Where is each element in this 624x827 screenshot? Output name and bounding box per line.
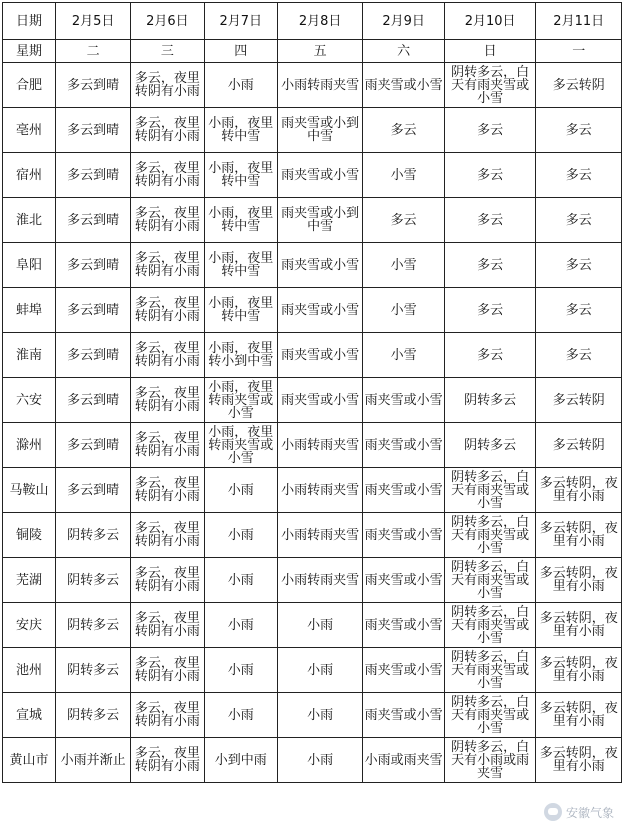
forecast-cell: 阴转多云 bbox=[55, 513, 130, 558]
forecast-cell: 多云 bbox=[444, 243, 536, 288]
forecast-cell: 阴转多云，白天有雨夹雪或小雪 bbox=[444, 648, 536, 693]
forecast-cell: 阴转多云，白天有雨夹雪或小雪 bbox=[444, 468, 536, 513]
forecast-cell: 多云到晴 bbox=[55, 333, 130, 378]
city-name: 阜阳 bbox=[3, 243, 56, 288]
forecast-cell: 雨夹雪或小雪 bbox=[363, 63, 444, 108]
city-name: 池州 bbox=[3, 648, 56, 693]
date-header-cell: 2月6日 bbox=[131, 3, 204, 40]
forecast-cell: 多云，夜里转阴有小雨 bbox=[131, 558, 204, 603]
forecast-cell: 小雨，夜里转雨夹雪或小雪 bbox=[204, 378, 277, 423]
date-label: 日期 bbox=[3, 3, 56, 40]
forecast-cell: 小雪 bbox=[363, 153, 444, 198]
date-header-cell: 2月7日 bbox=[204, 3, 277, 40]
city-name: 安庆 bbox=[3, 603, 56, 648]
forecast-cell: 小雨 bbox=[204, 513, 277, 558]
forecast-cell: 雨夹雪或小雪 bbox=[363, 693, 444, 738]
forecast-cell: 多云转阴，夜里有小雨 bbox=[536, 468, 622, 513]
forecast-cell: 小雨，夜里转中雪 bbox=[204, 198, 277, 243]
forecast-cell: 多云转阴，夜里有小雨 bbox=[536, 603, 622, 648]
forecast-cell: 小雨转雨夹雪 bbox=[277, 423, 363, 468]
watermark bbox=[544, 803, 614, 821]
forecast-cell: 小雨，夜里转中雪 bbox=[204, 243, 277, 288]
forecast-cell: 多云到晴 bbox=[55, 423, 130, 468]
forecast-cell: 多云转阴，夜里有小雨 bbox=[536, 693, 622, 738]
forecast-cell: 多云 bbox=[536, 108, 622, 153]
forecast-cell: 小雨 bbox=[277, 648, 363, 693]
forecast-row bbox=[3, 198, 622, 243]
forecast-cell: 小雨，夜里转中雪 bbox=[204, 108, 277, 153]
city-name: 亳州 bbox=[3, 108, 56, 153]
forecast-cell: 阴转多云 bbox=[55, 558, 130, 603]
forecast-cell: 多云转阴，夜里有小雨 bbox=[536, 558, 622, 603]
forecast-cell: 小雨，夜里转小到中雪 bbox=[204, 333, 277, 378]
forecast-cell: 多云 bbox=[444, 333, 536, 378]
forecast-cell: 多云，夜里转阴有小雨 bbox=[131, 153, 204, 198]
forecast-cell: 多云 bbox=[444, 198, 536, 243]
forecast-cell: 阴转多云 bbox=[55, 648, 130, 693]
forecast-table-body bbox=[3, 3, 622, 783]
forecast-cell: 雨夹雪或小雪 bbox=[277, 378, 363, 423]
forecast-row bbox=[3, 153, 622, 198]
forecast-cell: 雨夹雪或小雪 bbox=[277, 288, 363, 333]
weekday-header-cell: 六 bbox=[363, 40, 444, 63]
forecast-cell: 阴转多云，白天有雨夹雪或小雪 bbox=[444, 603, 536, 648]
forecast-cell: 小到中雨 bbox=[204, 738, 277, 783]
weekday-header-cell: 四 bbox=[204, 40, 277, 63]
forecast-cell: 多云，夜里转阴有小雨 bbox=[131, 288, 204, 333]
date-header-cell: 2月11日 bbox=[536, 3, 622, 40]
forecast-row bbox=[3, 693, 622, 738]
forecast-row bbox=[3, 513, 622, 558]
forecast-cell: 小雨转雨夹雪 bbox=[277, 513, 363, 558]
forecast-cell: 小雨或雨夹雪 bbox=[363, 738, 444, 783]
forecast-row bbox=[3, 423, 622, 468]
forecast-cell: 小雨，夜里转中雪 bbox=[204, 288, 277, 333]
forecast-cell: 雨夹雪或小到中雪 bbox=[277, 108, 363, 153]
forecast-cell: 多云，夜里转阴有小雨 bbox=[131, 378, 204, 423]
forecast-cell: 小雨 bbox=[204, 603, 277, 648]
forecast-cell: 雨夹雪或小到中雪 bbox=[277, 198, 363, 243]
forecast-cell: 小雨，夜里转雨夹雪或小雪 bbox=[204, 423, 277, 468]
forecast-cell: 多云到晴 bbox=[55, 108, 130, 153]
forecast-cell: 阴转多云 bbox=[55, 603, 130, 648]
forecast-cell: 小雨 bbox=[204, 558, 277, 603]
forecast-cell: 小雨 bbox=[204, 693, 277, 738]
forecast-cell: 小雨转雨夹雪 bbox=[277, 558, 363, 603]
forecast-cell: 阴转多云，白天有雨夹雪或小雪 bbox=[444, 513, 536, 558]
date-header-cell: 2月8日 bbox=[277, 3, 363, 40]
forecast-row bbox=[3, 558, 622, 603]
forecast-cell: 多云，夜里转阴有小雨 bbox=[131, 468, 204, 513]
forecast-row bbox=[3, 288, 622, 333]
forecast-cell: 多云，夜里转阴有小雨 bbox=[131, 198, 204, 243]
forecast-cell: 雨夹雪或小雪 bbox=[277, 243, 363, 288]
forecast-cell: 多云到晴 bbox=[55, 198, 130, 243]
wechat-icon bbox=[544, 803, 562, 821]
forecast-cell: 多云，夜里转阴有小雨 bbox=[131, 63, 204, 108]
forecast-cell: 雨夹雪或小雪 bbox=[363, 603, 444, 648]
date-header-cell: 2月5日 bbox=[55, 3, 130, 40]
forecast-cell: 多云到晴 bbox=[55, 468, 130, 513]
forecast-cell: 阴转多云 bbox=[444, 423, 536, 468]
forecast-cell: 多云 bbox=[444, 288, 536, 333]
city-name: 宿州 bbox=[3, 153, 56, 198]
forecast-row bbox=[3, 603, 622, 648]
forecast-row bbox=[3, 378, 622, 423]
forecast-cell: 多云，夜里转阴有小雨 bbox=[131, 513, 204, 558]
forecast-cell: 多云 bbox=[536, 288, 622, 333]
forecast-cell: 多云 bbox=[444, 108, 536, 153]
forecast-cell: 多云到晴 bbox=[55, 153, 130, 198]
forecast-document bbox=[0, 2, 624, 827]
city-name: 六安 bbox=[3, 378, 56, 423]
forecast-cell: 小雨并渐止 bbox=[55, 738, 130, 783]
forecast-cell: 小雨转雨夹雪 bbox=[277, 468, 363, 513]
forecast-cell: 小雪 bbox=[363, 243, 444, 288]
city-name: 淮南 bbox=[3, 333, 56, 378]
forecast-cell: 多云，夜里转阴有小雨 bbox=[131, 693, 204, 738]
forecast-cell: 多云到晴 bbox=[55, 378, 130, 423]
forecast-cell: 小雨 bbox=[204, 468, 277, 513]
forecast-cell: 多云，夜里转阴有小雨 bbox=[131, 243, 204, 288]
forecast-cell: 阴转多云 bbox=[55, 693, 130, 738]
forecast-cell: 雨夹雪或小雪 bbox=[363, 648, 444, 693]
weekday-header-cell: 二 bbox=[55, 40, 130, 63]
date-header-cell: 2月10日 bbox=[444, 3, 536, 40]
city-name: 合肥 bbox=[3, 63, 56, 108]
weekday-header-cell: 三 bbox=[131, 40, 204, 63]
forecast-cell: 多云，夜里转阴有小雨 bbox=[131, 648, 204, 693]
forecast-cell: 多云转阴 bbox=[536, 63, 622, 108]
forecast-cell: 多云 bbox=[536, 153, 622, 198]
city-name: 马鞍山 bbox=[3, 468, 56, 513]
date-header-cell: 2月9日 bbox=[363, 3, 444, 40]
forecast-cell: 雨夹雪或小雪 bbox=[363, 468, 444, 513]
forecast-cell: 小雨 bbox=[204, 63, 277, 108]
forecast-cell: 小雨 bbox=[277, 603, 363, 648]
forecast-cell: 多云，夜里转阴有小雨 bbox=[131, 333, 204, 378]
forecast-cell: 阴转多云，白天有雨夹雪或小雪 bbox=[444, 693, 536, 738]
forecast-cell: 多云，夜里转阴有小雨 bbox=[131, 603, 204, 648]
forecast-cell: 多云转阴 bbox=[536, 423, 622, 468]
forecast-table bbox=[2, 2, 622, 783]
forecast-cell: 雨夹雪或小雪 bbox=[363, 513, 444, 558]
forecast-cell: 小雨 bbox=[277, 693, 363, 738]
forecast-cell: 多云 bbox=[363, 198, 444, 243]
forecast-cell: 多云转阴，夜里有小雨 bbox=[536, 738, 622, 783]
forecast-row bbox=[3, 108, 622, 153]
forecast-cell: 雨夹雪或小雪 bbox=[363, 423, 444, 468]
forecast-cell: 小雨 bbox=[204, 648, 277, 693]
forecast-cell: 小雨 bbox=[277, 738, 363, 783]
forecast-cell: 小雨转雨夹雪 bbox=[277, 63, 363, 108]
city-name: 蚌埠 bbox=[3, 288, 56, 333]
city-name: 芜湖 bbox=[3, 558, 56, 603]
city-name: 铜陵 bbox=[3, 513, 56, 558]
weekday-header-cell: 五 bbox=[277, 40, 363, 63]
city-name: 黄山市 bbox=[3, 738, 56, 783]
forecast-cell: 多云 bbox=[536, 243, 622, 288]
forecast-cell: 多云转阴，夜里有小雨 bbox=[536, 648, 622, 693]
forecast-row bbox=[3, 63, 622, 108]
forecast-cell: 雨夹雪或小雪 bbox=[277, 153, 363, 198]
forecast-cell: 小雪 bbox=[363, 288, 444, 333]
forecast-cell: 小雨，夜里转中雪 bbox=[204, 153, 277, 198]
weekday-header-cell: 日 bbox=[444, 40, 536, 63]
forecast-row bbox=[3, 648, 622, 693]
forecast-cell: 雨夹雪或小雪 bbox=[277, 333, 363, 378]
forecast-cell: 多云转阴，夜里有小雨 bbox=[536, 513, 622, 558]
city-name: 宣城 bbox=[3, 693, 56, 738]
forecast-cell: 阴转多云，白天有雨夹雪或小雪 bbox=[444, 558, 536, 603]
city-name: 滁州 bbox=[3, 423, 56, 468]
forecast-cell: 小雪 bbox=[363, 333, 444, 378]
forecast-cell: 多云到晴 bbox=[55, 63, 130, 108]
forecast-cell: 雨夹雪或小雪 bbox=[363, 378, 444, 423]
forecast-row bbox=[3, 333, 622, 378]
weekday-label: 星期 bbox=[3, 40, 56, 63]
forecast-cell: 多云，夜里转阴有小雨 bbox=[131, 738, 204, 783]
forecast-row bbox=[3, 243, 622, 288]
forecast-cell: 阴转多云 bbox=[444, 378, 536, 423]
watermark-text: 安徽气象 bbox=[565, 805, 614, 820]
forecast-cell: 多云，夜里转阴有小雨 bbox=[131, 423, 204, 468]
forecast-cell: 雨夹雪或小雪 bbox=[363, 558, 444, 603]
forecast-row bbox=[3, 738, 622, 783]
forecast-cell: 多云 bbox=[363, 108, 444, 153]
forecast-cell: 多云 bbox=[536, 333, 622, 378]
forecast-cell: 多云 bbox=[444, 153, 536, 198]
forecast-cell: 多云转阴 bbox=[536, 378, 622, 423]
city-name: 淮北 bbox=[3, 198, 56, 243]
date-header-row bbox=[3, 3, 622, 40]
weekday-header-row bbox=[3, 40, 622, 63]
weekday-header-cell: 一 bbox=[536, 40, 622, 63]
forecast-cell: 多云到晴 bbox=[55, 288, 130, 333]
forecast-cell: 多云 bbox=[536, 198, 622, 243]
forecast-row bbox=[3, 468, 622, 513]
forecast-cell: 多云，夜里转阴有小雨 bbox=[131, 108, 204, 153]
forecast-cell: 阴转多云，白天有雨夹雪或小雪 bbox=[444, 63, 536, 108]
forecast-cell: 多云到晴 bbox=[55, 243, 130, 288]
forecast-cell: 阴转多云，白天有小雨或雨夹雪 bbox=[444, 738, 536, 783]
